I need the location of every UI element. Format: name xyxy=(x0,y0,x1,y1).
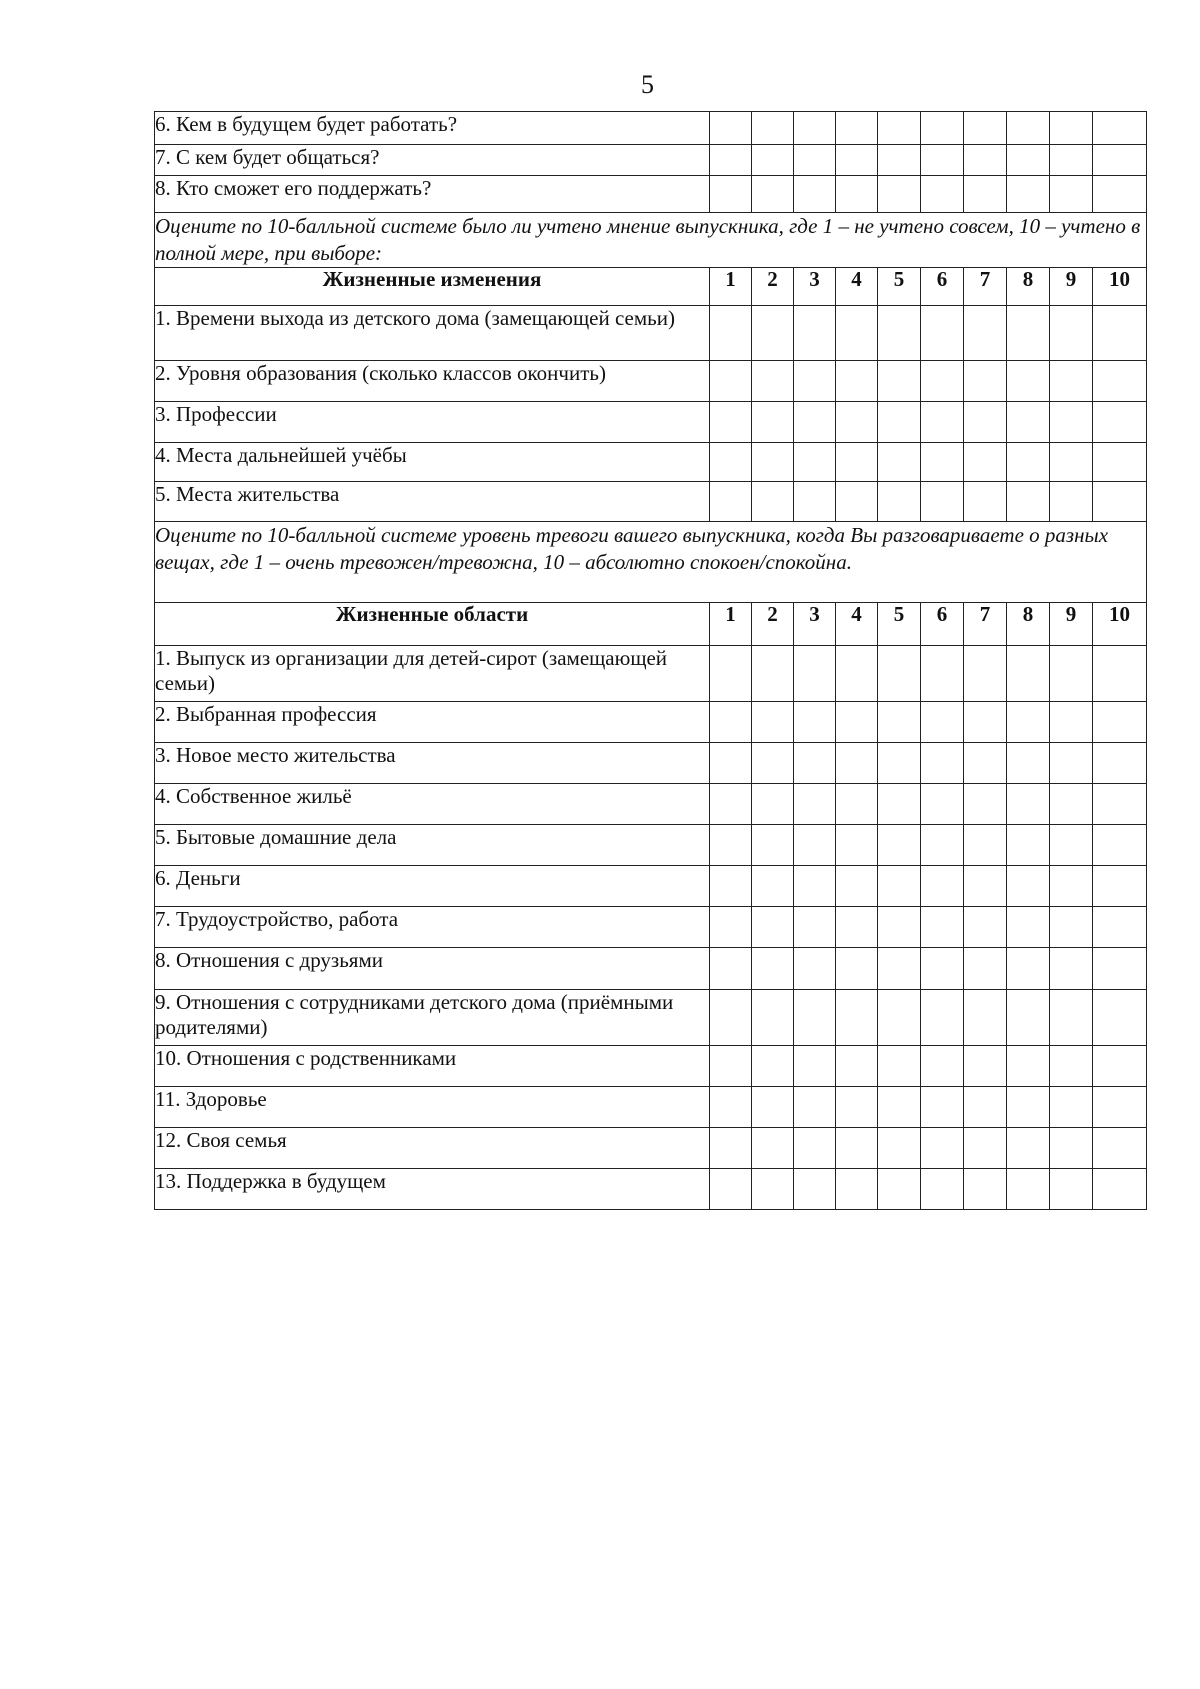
section2-item-8-score-2-cell[interactable] xyxy=(752,948,794,990)
table-row xyxy=(155,702,1147,743)
question-8-score-3-cell[interactable] xyxy=(794,176,836,213)
question-8-score-10-cell[interactable] xyxy=(1093,176,1147,213)
section2-item-8-score-8-cell[interactable] xyxy=(1007,948,1050,990)
section2-item-2-score-3-cell[interactable] xyxy=(794,702,836,743)
section2-item-5-score-1-cell[interactable] xyxy=(710,825,752,866)
section2-item-9-score-3-cell[interactable] xyxy=(794,990,836,1046)
section2-item-12-score-5-cell[interactable] xyxy=(878,1128,921,1169)
section2-scale-7-header: 7 xyxy=(964,603,1007,646)
section1-scale-1-header: 1 xyxy=(710,268,752,306)
section1-item-5-score-5-cell[interactable] xyxy=(878,482,921,522)
section2-item-12-label: 12. Своя семья xyxy=(155,1128,710,1169)
section1-scale-4-header: 4 xyxy=(836,268,878,306)
section1-item-2-score-1-cell[interactable] xyxy=(710,361,752,402)
question-7-score-7-cell[interactable] xyxy=(964,145,1007,176)
section2-item-6-score-8-cell[interactable] xyxy=(1007,866,1050,907)
section2-item-7-score-1-cell[interactable] xyxy=(710,907,752,948)
section2-item-2-score-9-cell[interactable] xyxy=(1050,702,1093,743)
section1-item-1-score-7-cell[interactable] xyxy=(964,306,1007,361)
section1-item-3-score-5-cell[interactable] xyxy=(878,402,921,443)
section1-item-1-score-5-cell[interactable] xyxy=(878,306,921,361)
table-row xyxy=(155,646,1147,702)
section2-item-8-score-4-cell[interactable] xyxy=(836,948,878,990)
section2-item-11-score-6-cell[interactable] xyxy=(921,1087,964,1128)
section1-item-5-score-10-cell[interactable] xyxy=(1093,482,1147,522)
table-row xyxy=(155,948,1147,990)
section1-item-3-score-3-cell[interactable] xyxy=(794,402,836,443)
section1-item-1-score-4-cell[interactable] xyxy=(836,306,878,361)
section1-scale-6-header: 6 xyxy=(921,268,964,306)
section2-item-5-score-2-cell[interactable] xyxy=(752,825,794,866)
section1-instruction-row xyxy=(155,213,1147,268)
section2-item-5-score-8-cell[interactable] xyxy=(1007,825,1050,866)
section2-item-4-score-5-cell[interactable] xyxy=(878,784,921,825)
section2-item-1-score-3-cell[interactable] xyxy=(794,646,836,702)
section2-item-10-score-8-cell[interactable] xyxy=(1007,1046,1050,1087)
section2-item-5-score-5-cell[interactable] xyxy=(878,825,921,866)
section1-item-4-score-9-cell[interactable] xyxy=(1050,443,1093,482)
section2-item-7-score-7-cell[interactable] xyxy=(964,907,1007,948)
section2-item-10-score-4-cell[interactable] xyxy=(836,1046,878,1087)
section2-scale-4-header: 4 xyxy=(836,603,878,646)
table-row xyxy=(155,482,1147,522)
section2-item-12-score-10-cell[interactable] xyxy=(1093,1128,1147,1169)
question-6-score-3-cell[interactable] xyxy=(794,112,836,145)
section1-header-row xyxy=(155,268,1147,306)
section2-item-9-score-1-cell[interactable] xyxy=(710,990,752,1046)
section2-item-3-score-9-cell[interactable] xyxy=(1050,743,1093,784)
section2-item-4-score-2-cell[interactable] xyxy=(752,784,794,825)
section1-item-3-score-4-cell[interactable] xyxy=(836,402,878,443)
section2-item-13-score-6-cell[interactable] xyxy=(921,1169,964,1210)
section1-scale-2-header: 2 xyxy=(752,268,794,306)
question-7-score-3-cell[interactable] xyxy=(794,145,836,176)
section1-item-1-score-1-cell[interactable] xyxy=(710,306,752,361)
section2-item-10-score-1-cell[interactable] xyxy=(710,1046,752,1087)
section2-item-8-score-1-cell[interactable] xyxy=(710,948,752,990)
section2-item-4-score-8-cell[interactable] xyxy=(1007,784,1050,825)
section2-item-12-score-2-cell[interactable] xyxy=(752,1128,794,1169)
section1-heading: Жизненные изменения xyxy=(155,268,710,306)
section1-item-2-label: 2. Уровня образования (сколько классов окончить) xyxy=(155,361,710,402)
question-7-score-6-cell[interactable] xyxy=(921,145,964,176)
section2-item-7-score-3-cell[interactable] xyxy=(794,907,836,948)
section2-header-row xyxy=(155,603,1147,646)
question-8-score-7-cell[interactable] xyxy=(964,176,1007,213)
section2-item-4-score-4-cell[interactable] xyxy=(836,784,878,825)
section2-item-9-score-9-cell[interactable] xyxy=(1050,990,1093,1046)
question-8-score-5-cell[interactable] xyxy=(878,176,921,213)
section1-item-1-score-6-cell[interactable] xyxy=(921,306,964,361)
section2-item-12-score-8-cell[interactable] xyxy=(1007,1128,1050,1169)
section2-item-10-score-10-cell[interactable] xyxy=(1093,1046,1147,1087)
question-7-score-2-cell[interactable] xyxy=(752,145,794,176)
section2-item-13-score-9-cell[interactable] xyxy=(1050,1169,1093,1210)
section1-scale-8-header: 8 xyxy=(1007,268,1050,306)
section2-item-13-score-10-cell[interactable] xyxy=(1093,1169,1147,1210)
table-row xyxy=(155,145,1147,176)
table-row xyxy=(155,990,1147,1046)
question-6-score-7-cell[interactable] xyxy=(964,112,1007,145)
section2-item-1-score-5-cell[interactable] xyxy=(878,646,921,702)
section1-item-4-score-7-cell[interactable] xyxy=(964,443,1007,482)
section2-item-13-score-7-cell[interactable] xyxy=(964,1169,1007,1210)
question-7-score-5-cell[interactable] xyxy=(878,145,921,176)
section2-item-13-label: 13. Поддержка в будущем xyxy=(155,1169,710,1210)
section2-item-4-score-3-cell[interactable] xyxy=(794,784,836,825)
section1-scale-9-header: 9 xyxy=(1050,268,1093,306)
question-7-score-10-cell[interactable] xyxy=(1093,145,1147,176)
section2-item-3-score-5-cell[interactable] xyxy=(878,743,921,784)
section2-item-3-score-8-cell[interactable] xyxy=(1007,743,1050,784)
section2-item-2-score-2-cell[interactable] xyxy=(752,702,794,743)
question-7-score-9-cell[interactable] xyxy=(1050,145,1093,176)
section2-item-8-label: 8. Отношения с друзьями xyxy=(155,948,710,990)
section2-item-4-score-7-cell[interactable] xyxy=(964,784,1007,825)
section1-scale-10-header: 10 xyxy=(1093,268,1147,306)
question-6-score-2-cell[interactable] xyxy=(752,112,794,145)
section2-item-1-score-8-cell[interactable] xyxy=(1007,646,1050,702)
section2-item-5-label: 5. Бытовые домашние дела xyxy=(155,825,710,866)
section2-item-7-score-10-cell[interactable] xyxy=(1093,907,1147,948)
section1-item-5-score-4-cell[interactable] xyxy=(836,482,878,522)
section1-item-4-score-8-cell[interactable] xyxy=(1007,443,1050,482)
section1-item-3-score-8-cell[interactable] xyxy=(1007,402,1050,443)
section1-item-5-score-2-cell[interactable] xyxy=(752,482,794,522)
section1-item-4-score-2-cell[interactable] xyxy=(752,443,794,482)
section2-item-2-score-6-cell[interactable] xyxy=(921,702,964,743)
section2-item-8-score-7-cell[interactable] xyxy=(964,948,1007,990)
section1-item-1-label: 1. Времени выхода из детского дома (замещающей семьи) xyxy=(155,306,710,361)
section2-item-3-score-7-cell[interactable] xyxy=(964,743,1007,784)
section2-item-13-score-1-cell[interactable] xyxy=(710,1169,752,1210)
section2-item-13-score-5-cell[interactable] xyxy=(878,1169,921,1210)
section2-item-6-score-2-cell[interactable] xyxy=(752,866,794,907)
section2-item-2-score-8-cell[interactable] xyxy=(1007,702,1050,743)
question-8-score-4-cell[interactable] xyxy=(836,176,878,213)
question-6-score-6-cell[interactable] xyxy=(921,112,964,145)
section2-item-1-score-6-cell[interactable] xyxy=(921,646,964,702)
section2-item-6-score-6-cell[interactable] xyxy=(921,866,964,907)
page-number: 5 xyxy=(641,70,654,99)
section2-item-4-score-9-cell[interactable] xyxy=(1050,784,1093,825)
section2-item-8-score-5-cell[interactable] xyxy=(878,948,921,990)
section1-item-5-score-7-cell[interactable] xyxy=(964,482,1007,522)
question-6-score-9-cell[interactable] xyxy=(1050,112,1093,145)
section2-item-7-score-2-cell[interactable] xyxy=(752,907,794,948)
table-row xyxy=(155,112,1147,145)
section2-item-3-score-6-cell[interactable] xyxy=(921,743,964,784)
section2-item-11-score-4-cell[interactable] xyxy=(836,1087,878,1128)
section1-item-1-score-10-cell[interactable] xyxy=(1093,306,1147,361)
section2-item-13-score-3-cell[interactable] xyxy=(794,1169,836,1210)
section1-item-5-label: 5. Места жительства xyxy=(155,482,710,522)
section1-item-5-score-3-cell[interactable] xyxy=(794,482,836,522)
section2-item-1-score-4-cell[interactable] xyxy=(836,646,878,702)
section2-item-5-score-3-cell[interactable] xyxy=(794,825,836,866)
section1-item-3-score-9-cell[interactable] xyxy=(1050,402,1093,443)
section2-scale-1-header: 1 xyxy=(710,603,752,646)
section2-item-3-score-1-cell[interactable] xyxy=(710,743,752,784)
question-6-score-10-cell[interactable] xyxy=(1093,112,1147,145)
question-8-label: 8. Кто сможет его поддержать? xyxy=(155,176,710,213)
section2-item-1-score-9-cell[interactable] xyxy=(1050,646,1093,702)
question-7-score-8-cell[interactable] xyxy=(1007,145,1050,176)
table-row xyxy=(155,743,1147,784)
section2-item-6-score-1-cell[interactable] xyxy=(710,866,752,907)
section1-scale-7-header: 7 xyxy=(964,268,1007,306)
table-row xyxy=(155,825,1147,866)
section2-item-7-score-5-cell[interactable] xyxy=(878,907,921,948)
table-row xyxy=(155,306,1147,361)
section2-item-3-score-3-cell[interactable] xyxy=(794,743,836,784)
section2-item-2-score-5-cell[interactable] xyxy=(878,702,921,743)
section2-item-12-score-1-cell[interactable] xyxy=(710,1128,752,1169)
section2-item-12-score-6-cell[interactable] xyxy=(921,1128,964,1169)
section2-item-5-score-7-cell[interactable] xyxy=(964,825,1007,866)
section2-item-3-label: 3. Новое место жительства xyxy=(155,743,710,784)
section2-item-8-score-6-cell[interactable] xyxy=(921,948,964,990)
section1-item-4-score-1-cell[interactable] xyxy=(710,443,752,482)
section2-item-11-score-2-cell[interactable] xyxy=(752,1087,794,1128)
section1-item-3-score-2-cell[interactable] xyxy=(752,402,794,443)
section2-item-7-score-4-cell[interactable] xyxy=(836,907,878,948)
section2-item-5-score-4-cell[interactable] xyxy=(836,825,878,866)
section2-heading: Жизненные области xyxy=(155,603,710,646)
section2-item-10-label: 10. Отношения с родственниками xyxy=(155,1046,710,1087)
section2-item-11-label: 11. Здоровье xyxy=(155,1087,710,1128)
section2-item-8-score-10-cell[interactable] xyxy=(1093,948,1147,990)
section2-item-10-score-2-cell[interactable] xyxy=(752,1046,794,1087)
section2-item-8-score-3-cell[interactable] xyxy=(794,948,836,990)
section2-item-4-score-10-cell[interactable] xyxy=(1093,784,1147,825)
section2-item-9-score-2-cell[interactable] xyxy=(752,990,794,1046)
question-7-score-4-cell[interactable] xyxy=(836,145,878,176)
section2-item-11-score-10-cell[interactable] xyxy=(1093,1087,1147,1128)
section2-item-5-score-9-cell[interactable] xyxy=(1050,825,1093,866)
section2-item-13-score-2-cell[interactable] xyxy=(752,1169,794,1210)
section2-item-9-score-7-cell[interactable] xyxy=(964,990,1007,1046)
section2-item-6-label: 6. Деньги xyxy=(155,866,710,907)
section1-item-1-score-2-cell[interactable] xyxy=(752,306,794,361)
section2-item-2-score-10-cell[interactable] xyxy=(1093,702,1147,743)
section2-item-9-label: 9. Отношения с сотрудниками детского дома (приёмными родителями) xyxy=(155,990,710,1046)
section2-item-11-score-7-cell[interactable] xyxy=(964,1087,1007,1128)
table-row xyxy=(155,1169,1147,1210)
table-row xyxy=(155,402,1147,443)
section2-item-12-score-4-cell[interactable] xyxy=(836,1128,878,1169)
section2-item-1-score-10-cell[interactable] xyxy=(1093,646,1147,702)
section2-item-4-score-1-cell[interactable] xyxy=(710,784,752,825)
section2-item-4-label: 4. Собственное жильё xyxy=(155,784,710,825)
section2-scale-8-header: 8 xyxy=(1007,603,1050,646)
section2-item-2-score-7-cell[interactable] xyxy=(964,702,1007,743)
section1-item-1-score-9-cell[interactable] xyxy=(1050,306,1093,361)
section1-item-5-score-6-cell[interactable] xyxy=(921,482,964,522)
section2-item-8-score-9-cell[interactable] xyxy=(1050,948,1093,990)
question-6-score-4-cell[interactable] xyxy=(836,112,878,145)
table-row xyxy=(155,866,1147,907)
section1-scale-3-header: 3 xyxy=(794,268,836,306)
section2-instruction-row xyxy=(155,522,1147,603)
question-8-score-9-cell[interactable] xyxy=(1050,176,1093,213)
section1-item-2-score-7-cell[interactable] xyxy=(964,361,1007,402)
section2-item-11-score-3-cell[interactable] xyxy=(794,1087,836,1128)
question-8-score-1-cell[interactable] xyxy=(710,176,752,213)
section2-item-6-score-4-cell[interactable] xyxy=(836,866,878,907)
section2-item-5-score-6-cell[interactable] xyxy=(921,825,964,866)
section1-item-2-score-9-cell[interactable] xyxy=(1050,361,1093,402)
section1-item-5-score-9-cell[interactable] xyxy=(1050,482,1093,522)
section1-item-5-score-1-cell[interactable] xyxy=(710,482,752,522)
section2-item-9-score-4-cell[interactable] xyxy=(836,990,878,1046)
section1-item-2-score-4-cell[interactable] xyxy=(836,361,878,402)
section2-item-6-score-10-cell[interactable] xyxy=(1093,866,1147,907)
section2-item-4-score-6-cell[interactable] xyxy=(921,784,964,825)
section1-item-2-score-5-cell[interactable] xyxy=(878,361,921,402)
section2-item-3-score-4-cell[interactable] xyxy=(836,743,878,784)
table-row xyxy=(155,907,1147,948)
section1-item-4-score-3-cell[interactable] xyxy=(794,443,836,482)
section2-item-9-score-8-cell[interactable] xyxy=(1007,990,1050,1046)
section2-item-13-score-8-cell[interactable] xyxy=(1007,1169,1050,1210)
section2-item-9-score-10-cell[interactable] xyxy=(1093,990,1147,1046)
section2-item-11-score-9-cell[interactable] xyxy=(1050,1087,1093,1128)
section1-item-1-score-8-cell[interactable] xyxy=(1007,306,1050,361)
section2-item-7-score-6-cell[interactable] xyxy=(921,907,964,948)
section2-item-6-score-5-cell[interactable] xyxy=(878,866,921,907)
section2-scale-3-header: 3 xyxy=(794,603,836,646)
section2-item-5-score-10-cell[interactable] xyxy=(1093,825,1147,866)
table-row xyxy=(155,1087,1147,1128)
question-7-label: 7. С кем будет общаться? xyxy=(155,145,710,176)
table-row xyxy=(155,1128,1147,1169)
section1-instruction: Оцените по 10-балльной системе было ли учтено мнение выпускника, где 1 – не учтено совсем, 10 – учтено в полной мере, при выборе: xyxy=(155,213,1147,268)
table-row xyxy=(155,176,1147,213)
section1-item-3-label: 3. Профессии xyxy=(155,402,710,443)
section1-item-3-score-1-cell[interactable] xyxy=(710,402,752,443)
section2-item-12-score-7-cell[interactable] xyxy=(964,1128,1007,1169)
table-row xyxy=(155,1046,1147,1087)
table-row xyxy=(155,784,1147,825)
section2-item-6-score-9-cell[interactable] xyxy=(1050,866,1093,907)
rating-table xyxy=(154,111,1147,1210)
section2-item-12-score-9-cell[interactable] xyxy=(1050,1128,1093,1169)
section1-item-5-score-8-cell[interactable] xyxy=(1007,482,1050,522)
section1-item-4-score-5-cell[interactable] xyxy=(878,443,921,482)
section2-item-6-score-3-cell[interactable] xyxy=(794,866,836,907)
section1-item-2-score-6-cell[interactable] xyxy=(921,361,964,402)
section2-item-10-score-7-cell[interactable] xyxy=(964,1046,1007,1087)
question-8-score-8-cell[interactable] xyxy=(1007,176,1050,213)
section1-item-2-score-10-cell[interactable] xyxy=(1093,361,1147,402)
table-row xyxy=(155,443,1147,482)
section2-item-7-score-9-cell[interactable] xyxy=(1050,907,1093,948)
section2-item-2-score-1-cell[interactable] xyxy=(710,702,752,743)
section1-item-3-score-10-cell[interactable] xyxy=(1093,402,1147,443)
section2-item-1-score-2-cell[interactable] xyxy=(752,646,794,702)
section2-scale-6-header: 6 xyxy=(921,603,964,646)
question-6-label: 6. Кем в будущем будет работать? xyxy=(155,112,710,145)
section1-item-3-score-6-cell[interactable] xyxy=(921,402,964,443)
section2-item-9-score-6-cell[interactable] xyxy=(921,990,964,1046)
section1-scale-5-header: 5 xyxy=(878,268,921,306)
section2-item-7-label: 7. Трудоустройство, работа xyxy=(155,907,710,948)
section2-item-11-score-5-cell[interactable] xyxy=(878,1087,921,1128)
section2-item-2-label: 2. Выбранная профессия xyxy=(155,702,710,743)
section2-instruction: Оцените по 10-балльной системе уровень тревоги вашего выпускника, когда Вы разговариваете о разных вещах, где 1 – очень тревожен/тревожна, 10 – абсолютно спокоен/спокойна. xyxy=(155,522,1147,603)
question-8-score-2-cell[interactable] xyxy=(752,176,794,213)
question-8-score-6-cell[interactable] xyxy=(921,176,964,213)
section1-item-1-score-3-cell[interactable] xyxy=(794,306,836,361)
section1-item-3-score-7-cell[interactable] xyxy=(964,402,1007,443)
section2-item-3-score-10-cell[interactable] xyxy=(1093,743,1147,784)
section2-item-10-score-3-cell[interactable] xyxy=(794,1046,836,1087)
section2-item-9-score-5-cell[interactable] xyxy=(878,990,921,1046)
section2-scale-10-header: 10 xyxy=(1093,603,1147,646)
section2-scale-5-header: 5 xyxy=(878,603,921,646)
section1-item-4-label: 4. Места дальнейшей учёбы xyxy=(155,443,710,482)
section2-item-3-score-2-cell[interactable] xyxy=(752,743,794,784)
question-7-score-1-cell[interactable] xyxy=(710,145,752,176)
section2-item-11-score-1-cell[interactable] xyxy=(710,1087,752,1128)
section2-item-10-score-6-cell[interactable] xyxy=(921,1046,964,1087)
section2-item-7-score-8-cell[interactable] xyxy=(1007,907,1050,948)
section2-item-12-score-3-cell[interactable] xyxy=(794,1128,836,1169)
section2-item-13-score-4-cell[interactable] xyxy=(836,1169,878,1210)
section1-item-4-score-6-cell[interactable] xyxy=(921,443,964,482)
question-6-score-8-cell[interactable] xyxy=(1007,112,1050,145)
question-6-score-5-cell[interactable] xyxy=(878,112,921,145)
section2-item-10-score-5-cell[interactable] xyxy=(878,1046,921,1087)
question-6-score-1-cell[interactable] xyxy=(710,112,752,145)
section1-item-4-score-4-cell[interactable] xyxy=(836,443,878,482)
section2-item-1-label: 1. Выпуск из организации для детей-сирот (замещающей семьи) xyxy=(155,646,710,702)
section2-scale-2-header: 2 xyxy=(752,603,794,646)
table-row xyxy=(155,361,1147,402)
section2-item-2-score-4-cell[interactable] xyxy=(836,702,878,743)
section2-item-1-score-1-cell[interactable] xyxy=(710,646,752,702)
section2-item-10-score-9-cell[interactable] xyxy=(1050,1046,1093,1087)
section1-item-4-score-10-cell[interactable] xyxy=(1093,443,1147,482)
section1-item-2-score-8-cell[interactable] xyxy=(1007,361,1050,402)
section2-item-11-score-8-cell[interactable] xyxy=(1007,1087,1050,1128)
section2-scale-9-header: 9 xyxy=(1050,603,1093,646)
section1-item-2-score-2-cell[interactable] xyxy=(752,361,794,402)
section1-item-2-score-3-cell[interactable] xyxy=(794,361,836,402)
section2-item-1-score-7-cell[interactable] xyxy=(964,646,1007,702)
section2-item-6-score-7-cell[interactable] xyxy=(964,866,1007,907)
